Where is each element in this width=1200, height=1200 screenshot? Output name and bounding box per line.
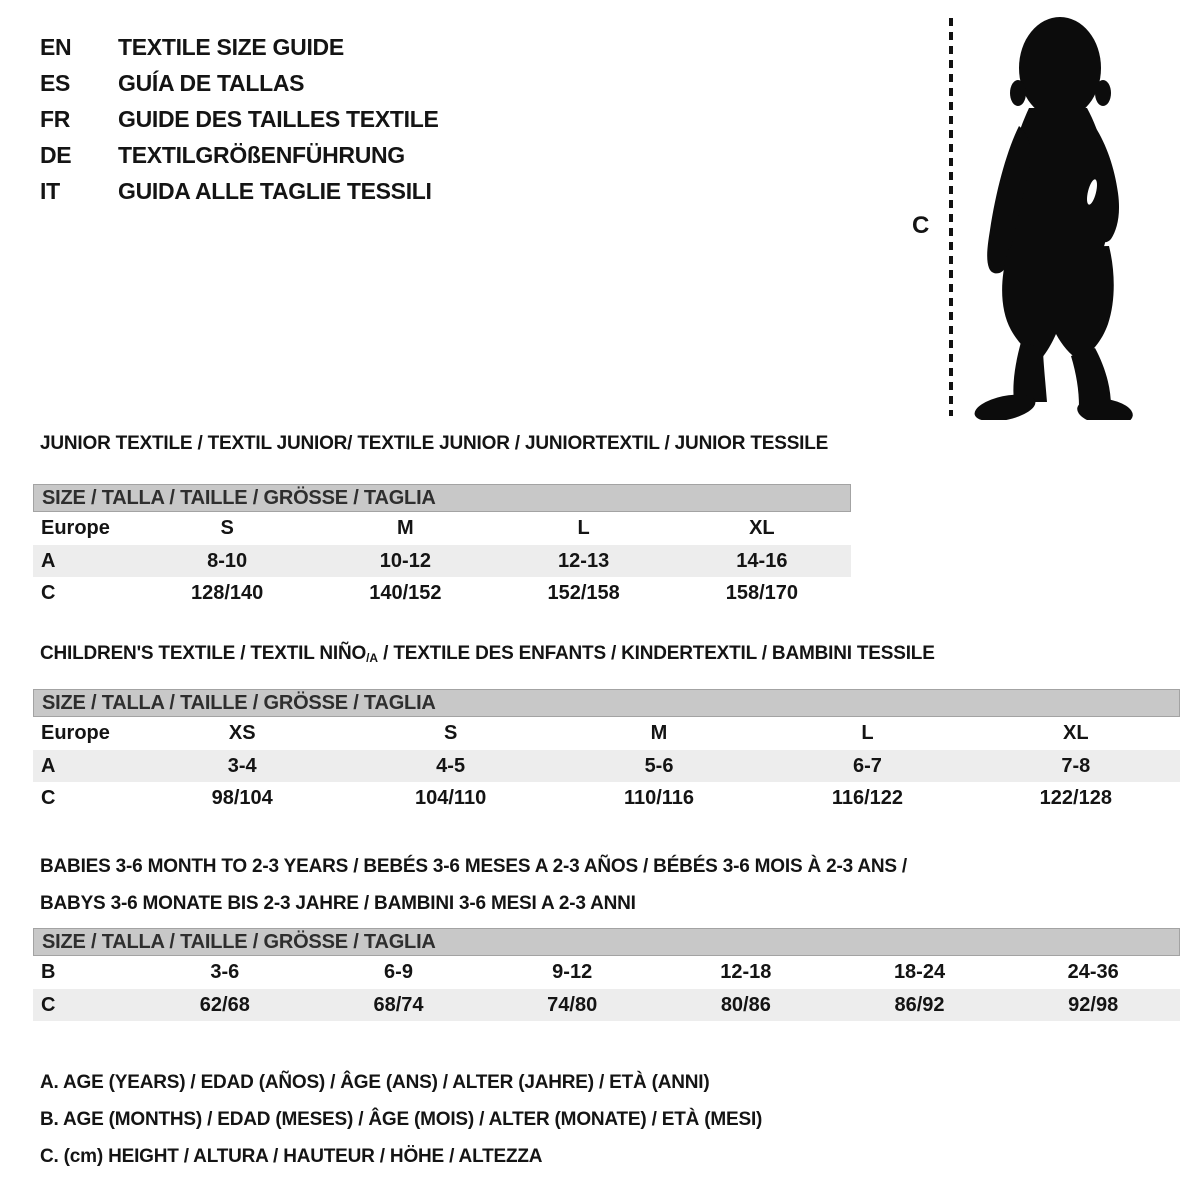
- children-title-pre: CHILDREN'S TEXTILE / TEXTIL NIÑO: [40, 643, 367, 664]
- toddler-ear-left: [1010, 80, 1026, 106]
- row-label: C: [41, 786, 56, 809]
- language-label: TEXTILE SIZE GUIDE: [118, 33, 344, 60]
- language-label: GUIDE DES TAILLES TEXTILE: [118, 105, 439, 132]
- children-table: [33, 689, 1180, 814]
- size-header-text: SIZE / TALLA / TAILLE / GRÖSSE / TAGLIA: [42, 930, 436, 953]
- junior-title-text: JUNIOR TEXTILE / TEXTIL JUNIOR/ TEXTILE JUNIOR / JUNIORTEXTIL / JUNIOR TESSILE: [40, 433, 829, 454]
- size-cell: M: [397, 517, 414, 539]
- junior-size-header-bar: [33, 484, 851, 512]
- language-row-it: [40, 173, 439, 209]
- junior-section-title: [40, 432, 828, 456]
- children-title-post: / TEXTILE DES ENFANTS / KINDERTEXTIL / BAMBINI TESSILE: [378, 643, 935, 664]
- age-cell: 3-6: [210, 961, 240, 983]
- language-row-es: [40, 65, 439, 101]
- measure-label-c: C: [912, 212, 930, 239]
- row-label: Europe: [41, 722, 110, 744]
- junior-table: [33, 484, 851, 609]
- height-cell: 62/68: [199, 993, 250, 1016]
- toddler-silhouette-image: [965, 8, 1150, 420]
- language-row-fr: [40, 101, 439, 137]
- size-cell: XL: [1063, 722, 1089, 744]
- language-code: DE: [40, 141, 72, 168]
- table-row-age-months: [33, 956, 1180, 989]
- language-label: GUÍA DE TALLAS: [118, 69, 305, 96]
- age-cell: 6-7: [852, 754, 882, 777]
- language-label: TEXTILGRÖßENFÜHRUNG: [118, 141, 405, 168]
- age-cell: 7-8: [1061, 754, 1091, 777]
- height-cell: 122/128: [1039, 786, 1112, 809]
- language-list: [40, 29, 439, 209]
- age-cell: 12-18: [720, 961, 772, 983]
- children-section-title: [40, 642, 935, 670]
- height-cell: 68/74: [373, 993, 424, 1016]
- age-cell: 4-5: [436, 754, 466, 777]
- legend-line-b: B. AGE (MONTHS) / EDAD (MESES) / ÂGE (MOIS) / ALTER (MONATE) / ETÀ (MESI): [40, 1109, 763, 1130]
- height-cell: 74/80: [547, 993, 598, 1016]
- height-cell: 98/104: [211, 786, 273, 809]
- age-cell: 3-4: [227, 754, 257, 777]
- babies-table: [33, 928, 1180, 1021]
- size-cell: L: [577, 517, 590, 539]
- age-cell: 6-9: [384, 961, 413, 983]
- age-cell: 12-13: [558, 549, 610, 572]
- size-cell: XS: [228, 722, 256, 744]
- language-code: FR: [40, 105, 71, 132]
- height-cell: 158/170: [725, 581, 799, 604]
- size-cell: L: [861, 722, 874, 744]
- height-cell: 110/116: [623, 786, 695, 809]
- size-cell: XL: [749, 517, 775, 539]
- children-title-sub: /A: [366, 651, 379, 665]
- size-header-text: SIZE / TALLA / TAILLE / GRÖSSE / TAGLIA: [42, 691, 436, 714]
- size-cell: S: [220, 517, 234, 539]
- toddler-head: [1019, 17, 1101, 119]
- table-row-height: [33, 577, 851, 609]
- table-row-age: [33, 750, 1180, 782]
- toddler-ear-right: [1095, 80, 1111, 106]
- age-cell: 5-6: [644, 754, 674, 777]
- legend-line-c: C. (cm) HEIGHT / ALTURA / HAUTEUR / HÖHE / ALTEZZA: [40, 1146, 543, 1167]
- row-label: B: [41, 961, 56, 983]
- row-label: Europe: [41, 517, 110, 539]
- row-label: C: [41, 581, 56, 604]
- table-row-europe: [33, 512, 851, 545]
- height-cell: 80/86: [720, 993, 771, 1016]
- legend-line-a: A. AGE (YEARS) / EDAD (AÑOS) / ÂGE (ANS) / ALTER (JAHRE) / ETÀ (ANNI): [40, 1072, 710, 1093]
- row-label: A: [41, 549, 56, 572]
- height-measure-line: [949, 18, 953, 416]
- table-row-europe: [33, 717, 1180, 750]
- table-row-height: [33, 782, 1180, 814]
- table-row-height: [33, 989, 1180, 1021]
- age-cell: 10-12: [379, 549, 431, 572]
- age-cell: 18-24: [893, 961, 946, 983]
- babies-title-line2: BABYS 3-6 MONATE BIS 2-3 JAHRE / BAMBINI 3-6 MESI A 2-3 ANNI: [40, 893, 636, 914]
- height-cell: 104/110: [415, 786, 487, 809]
- toddler-leg-right: [1071, 348, 1111, 407]
- row-label: C: [41, 993, 56, 1016]
- children-size-header-bar: [33, 689, 1180, 717]
- age-cell: 8-10: [207, 549, 248, 572]
- language-code: IT: [40, 177, 60, 204]
- language-code: ES: [40, 69, 71, 96]
- toddler-leg-left: [1013, 342, 1047, 402]
- height-cell: 140/152: [369, 581, 442, 604]
- age-cell: 9-12: [552, 961, 593, 983]
- toddler-shorts: [1002, 246, 1114, 360]
- size-cell: M: [650, 722, 668, 744]
- language-row-de: [40, 137, 439, 173]
- row-label: A: [41, 754, 56, 777]
- language-label: GUIDA ALLE TAGLIE TESSILI: [118, 177, 432, 204]
- height-cell: 86/92: [894, 993, 945, 1016]
- age-cell: 24-36: [1067, 961, 1119, 983]
- language-code: EN: [40, 33, 72, 60]
- size-header-text: SIZE / TALLA / TAILLE / GRÖSSE / TAGLIA: [42, 486, 436, 509]
- height-cell: 152/158: [547, 581, 620, 604]
- table-row-age: [33, 545, 851, 577]
- language-row-en: [40, 29, 439, 65]
- height-cell: 116/122: [831, 786, 904, 809]
- age-cell: 14-16: [736, 549, 788, 572]
- height-cell: 92/98: [1068, 993, 1119, 1016]
- measurement-legend: [40, 1064, 762, 1175]
- height-cell: 128/140: [190, 581, 264, 604]
- babies-title-line1: BABIES 3-6 MONTH TO 2-3 YEARS / BEBÉS 3-6 MESES A 2-3 AÑOS / BÉBÉS 3-6 MOIS À 2-3 ANS /: [40, 856, 908, 877]
- babies-size-header-bar: [33, 928, 1180, 956]
- babies-section-title: [40, 848, 907, 922]
- size-cell: S: [443, 722, 458, 744]
